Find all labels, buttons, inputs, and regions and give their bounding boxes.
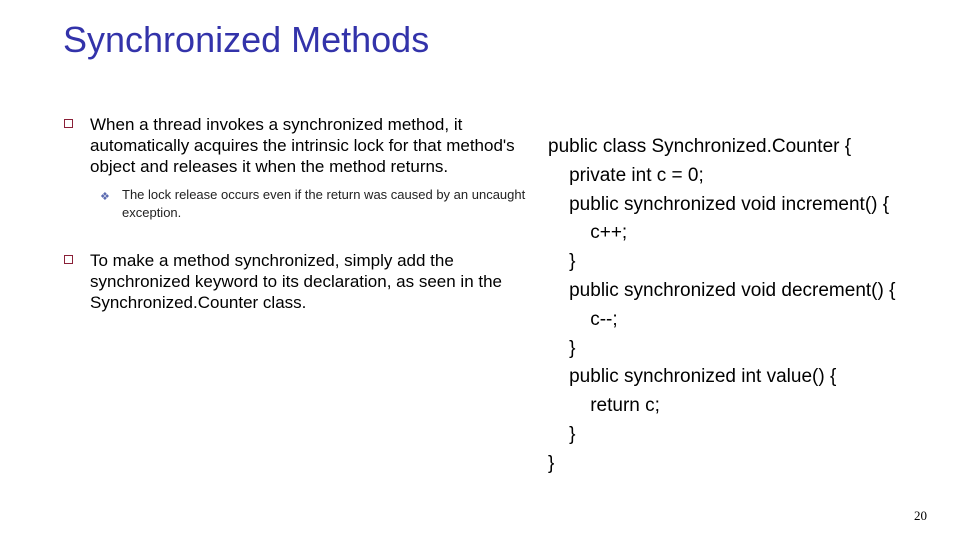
- code-line: return c;: [548, 395, 660, 417]
- code-line: public synchronized int value() {: [548, 366, 837, 388]
- bullet-item: [64, 250, 534, 313]
- page-number: 20: [914, 508, 927, 523]
- code-line: public class Synchronized.Counter {: [548, 136, 852, 157]
- code-line: private int c = 0;: [548, 164, 704, 186]
- bullet-text: To make a method synchronized, simply add the synchronized keyword to its declaration, as seen in the Synchronized.Counter class.: [90, 251, 503, 312]
- diamond-bullet-icon: ❖: [100, 191, 110, 203]
- slide-title: Synchronized Methods: [63, 19, 430, 60]
- code-line: }: [548, 452, 555, 474]
- code-line: c--;: [548, 308, 618, 330]
- code-line: public synchronized void decrement() {: [548, 279, 896, 301]
- code-line: }: [548, 251, 576, 273]
- sub-bullet-item: [100, 186, 534, 222]
- code-line: }: [548, 423, 576, 445]
- square-bullet-icon: [64, 255, 73, 264]
- sub-bullet-text: The lock release occurs even if the return was caused by an uncaught exception.: [122, 187, 526, 220]
- bullet-list: [64, 114, 534, 313]
- code-line: public synchronized void increment() {: [548, 193, 890, 215]
- bullet-text: When a thread invokes a synchronized method, it automatically acquires the intrinsic lock for that method's object and releases it when the method returns.: [90, 115, 515, 176]
- bullet-item: [64, 114, 534, 222]
- code-line: }: [548, 337, 576, 359]
- code-block: [548, 133, 895, 479]
- code-line: c++;: [548, 222, 628, 244]
- square-bullet-icon: [64, 119, 73, 128]
